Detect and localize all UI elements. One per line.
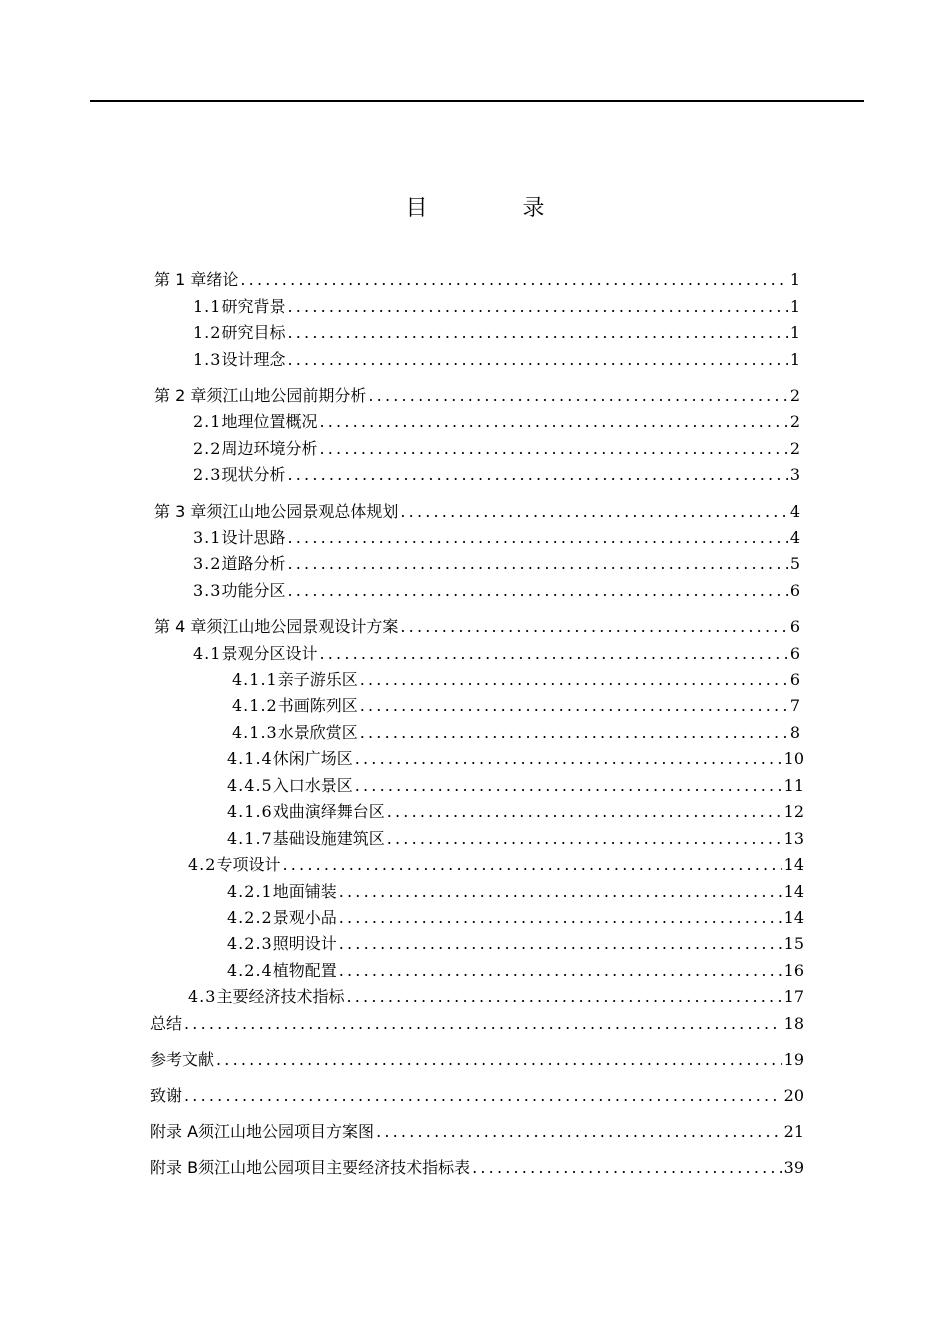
toc-entry-label: 须江山地公园景观设计方案 <box>206 617 399 636</box>
toc-entry-chapter-1[interactable] <box>154 267 800 293</box>
toc-entry-section-2-2[interactable] <box>193 436 800 462</box>
toc-entry-label: 致谢 <box>150 1086 183 1105</box>
toc-leader-dots <box>360 693 788 719</box>
toc-leader-dots <box>287 462 787 488</box>
toc-leader-dots <box>216 1047 782 1073</box>
toc-entry-number: 4.1.6 <box>227 802 273 821</box>
toc-entry-label: 亲子游乐区 <box>277 670 358 689</box>
toc-entry-label: 主要经济技术指标 <box>216 987 345 1006</box>
toc-leader-dots <box>184 1083 782 1109</box>
toc-entry-number: 4.1 <box>193 644 222 663</box>
toc-entry-page: 6 <box>789 617 800 636</box>
toc-leader-dots <box>319 436 787 462</box>
toc-entry-label: 休闲广场区 <box>272 749 353 768</box>
toc-entry-page: 8 <box>789 723 800 742</box>
toc-entry-section-4-3[interactable] <box>188 984 804 1010</box>
toc-entry-number: 第 3 章 <box>154 502 207 521</box>
toc-leader-dots <box>287 347 787 373</box>
toc-entry-label: 基础设施建筑区 <box>272 829 385 848</box>
toc-entry-page: 6 <box>789 644 800 663</box>
toc-entry-label: 须江山地公园前期分析 <box>206 386 367 405</box>
toc-entry-label: 景观小品 <box>272 908 337 927</box>
toc-entry-label: 须江山地公园项目方案图 <box>198 1122 375 1141</box>
toc-entry-label: 道路分析 <box>221 554 286 573</box>
toc-entry-label: 总结 <box>150 1014 183 1033</box>
toc-entry-number: 4.2.2 <box>227 908 273 927</box>
toc-entry-label: 植物配置 <box>272 961 337 980</box>
toc-entry-label: 设计理念 <box>221 350 286 369</box>
toc-entry-label: 入口水景区 <box>272 776 353 795</box>
toc-leader-dots <box>287 551 787 577</box>
toc-entry-subsection-4-2-4[interactable] <box>227 958 804 984</box>
toc-entry-page: 12 <box>783 802 804 821</box>
toc-entry-chapter-4[interactable] <box>154 614 800 640</box>
toc-leader-dots <box>400 499 787 525</box>
toc-entry-label: 书画陈列区 <box>277 696 358 715</box>
toc-leader-dots <box>287 578 787 604</box>
toc-entry-number: 1.2 <box>193 323 222 342</box>
toc-entry-label: 地理位置概况 <box>221 412 318 431</box>
toc-entry-label: 须江山地公园景观总体规划 <box>206 502 399 521</box>
toc-entry-page: 2 <box>789 412 800 431</box>
toc-entry-number: 4.3 <box>188 987 217 1006</box>
toc-entry-number: 2.2 <box>193 439 222 458</box>
toc-entry-page: 6 <box>789 581 800 600</box>
toc-entry-label: 戏曲演绎舞台区 <box>272 802 385 821</box>
toc-entry-number: 1.3 <box>193 350 222 369</box>
toc-entry-subsection-4-2-1[interactable] <box>227 879 804 905</box>
toc-leader-dots <box>339 931 782 957</box>
toc-entry-subsection-4-4-5[interactable] <box>227 773 804 799</box>
toc-entry-number: 4.1.2 <box>232 696 278 715</box>
toc-entry-number: 4.2.1 <box>227 882 273 901</box>
toc-entry-section-1-2[interactable] <box>193 320 800 346</box>
toc-entry-label: 水景欣赏区 <box>277 723 358 742</box>
toc-entry-number: 4.2.4 <box>227 961 273 980</box>
toc-entry-label: 功能分区 <box>221 581 286 600</box>
toc-leader-dots <box>355 746 782 772</box>
toc-entry-number: 4.2 <box>188 855 217 874</box>
toc-leader-dots <box>287 525 787 551</box>
toc-leader-dots <box>339 905 782 931</box>
toc-entry-subsection-4-1-6[interactable] <box>227 799 804 825</box>
toc-entry-page: 4 <box>789 502 800 521</box>
toc-entry-number: 1.1 <box>193 297 222 316</box>
toc-entry-page: 14 <box>783 882 804 901</box>
toc-entry-number: 第 1 章 <box>154 270 207 289</box>
toc-entry-page: 16 <box>783 961 804 980</box>
toc-entry-page: 13 <box>783 829 804 848</box>
toc-entry-summary[interactable] <box>150 1011 804 1037</box>
toc-entry-page: 7 <box>789 696 800 715</box>
toc-entry-page: 6 <box>789 670 800 689</box>
toc-entry-page: 11 <box>783 776 804 795</box>
toc-entry-label: 地面铺装 <box>272 882 337 901</box>
toc-title: 目 录 <box>405 196 589 221</box>
toc-entry-page: 17 <box>783 987 804 1006</box>
toc-entry-page: 14 <box>783 855 804 874</box>
toc-entry-number: 4.1.1 <box>232 670 278 689</box>
toc-entry-number: 4.1.7 <box>227 829 273 848</box>
toc-entry-chapter-2[interactable] <box>154 383 800 409</box>
toc-entry-number: 4.4.5 <box>227 776 273 795</box>
toc-entry-page: 15 <box>783 934 804 953</box>
toc-entry-label: 设计思路 <box>221 528 286 547</box>
toc-leader-dots <box>319 641 787 667</box>
toc-entry-page: 18 <box>783 1014 804 1033</box>
toc-leader-dots <box>360 720 788 746</box>
toc-entry-acknowledgements[interactable] <box>150 1083 804 1109</box>
toc-entry-page: 21 <box>783 1122 804 1141</box>
toc-entry-page: 1 <box>789 350 800 369</box>
toc-entry-section-1-1[interactable] <box>193 294 800 320</box>
toc-leader-dots <box>287 320 787 346</box>
toc-leader-dots <box>184 1011 782 1037</box>
toc-entry-subsection-4-1-3[interactable] <box>232 720 800 746</box>
toc-entry-page: 5 <box>789 554 800 573</box>
toc-entry-number: 2.3 <box>193 465 222 484</box>
toc-entry-page: 1 <box>789 323 800 342</box>
toc-entry-number: 附录 A <box>150 1122 199 1141</box>
toc-entry-page: 3 <box>789 465 800 484</box>
toc-entry-chapter-3[interactable] <box>154 499 800 525</box>
toc-entry-appendix-a[interactable] <box>150 1119 804 1145</box>
toc-entry-number: 4.2.3 <box>227 934 273 953</box>
toc-leader-dots <box>282 852 781 878</box>
toc-entry-label: 现状分析 <box>221 465 286 484</box>
toc-entry-label: 周边环境分析 <box>221 439 318 458</box>
toc-leader-dots <box>368 383 787 409</box>
toc-entry-page: 10 <box>783 749 804 768</box>
toc-entry-section-2-1[interactable] <box>193 409 800 435</box>
toc-entry-number: 3.1 <box>193 528 222 547</box>
toc-entry-number: 3.3 <box>193 581 222 600</box>
toc-entry-number: 第 2 章 <box>154 386 207 405</box>
toc-entry-section-3-1[interactable] <box>193 525 800 551</box>
toc-entry-page: 2 <box>789 439 800 458</box>
toc-entry-section-4-2[interactable] <box>188 852 804 878</box>
toc-entry-page: 2 <box>789 386 800 405</box>
toc-entry-label: 研究背景 <box>221 297 286 316</box>
toc-leader-dots <box>319 409 787 435</box>
toc-leader-dots <box>400 614 787 640</box>
toc-entry-subsection-4-1-2[interactable] <box>232 693 800 719</box>
toc-entry-section-3-3[interactable] <box>193 578 800 604</box>
toc-entry-number: 附录 B <box>150 1158 199 1177</box>
toc-entry-label: 照明设计 <box>272 934 337 953</box>
toc-entry-number: 3.2 <box>193 554 222 573</box>
toc-entry-page: 19 <box>783 1050 804 1069</box>
toc-entry-subsection-4-1-1[interactable] <box>232 667 800 693</box>
toc-entry-number: 4.1.4 <box>227 749 273 768</box>
toc-leader-dots <box>387 826 782 852</box>
toc-entry-label: 参考文献 <box>150 1050 215 1069</box>
toc-leader-dots <box>339 879 782 905</box>
toc-leader-dots <box>387 799 782 825</box>
toc-entry-page: 14 <box>783 908 804 927</box>
toc-entry-label: 研究目标 <box>221 323 286 342</box>
toc-entry-appendix-b[interactable] <box>150 1155 804 1181</box>
toc-entry-label: 专项设计 <box>216 855 281 874</box>
toc-entry-label: 景观分区设计 <box>221 644 318 663</box>
toc-entry-page: 1 <box>789 270 800 289</box>
toc-entry-subsection-4-1-4[interactable] <box>227 746 804 772</box>
toc-entry-number: 第 4 章 <box>154 617 207 636</box>
toc-entry-number: 2.1 <box>193 412 222 431</box>
toc-leader-dots <box>355 773 782 799</box>
toc-entry-label: 绪论 <box>206 270 239 289</box>
toc-entry-page: 20 <box>783 1086 804 1105</box>
toc-leader-dots <box>360 667 788 693</box>
toc-entry-page: 4 <box>789 528 800 547</box>
toc-leader-dots <box>472 1155 782 1181</box>
toc-entry-subsection-4-2-3[interactable] <box>227 931 804 957</box>
toc-entry-subsection-4-2-2[interactable] <box>227 905 804 931</box>
toc-entry-page: 1 <box>789 297 800 316</box>
toc-entry-section-4-1[interactable] <box>193 641 800 667</box>
toc-entry-section-3-2[interactable] <box>193 551 800 577</box>
toc-entry-subsection-4-1-7[interactable] <box>227 826 804 852</box>
toc-entry-number: 4.1.3 <box>232 723 278 742</box>
toc-leader-dots <box>287 294 787 320</box>
toc-entry-section-2-3[interactable] <box>193 462 800 488</box>
toc-leader-dots <box>339 958 782 984</box>
toc-leader-dots <box>240 267 787 293</box>
toc-entry-label: 须江山地公园项目主要经济技术指标表 <box>198 1158 471 1177</box>
toc-entry-page: 39 <box>783 1158 804 1177</box>
toc-entry-section-1-3[interactable] <box>193 347 800 373</box>
toc-leader-dots <box>376 1119 782 1145</box>
toc-leader-dots <box>346 984 781 1010</box>
toc-entry-references[interactable] <box>150 1047 804 1073</box>
